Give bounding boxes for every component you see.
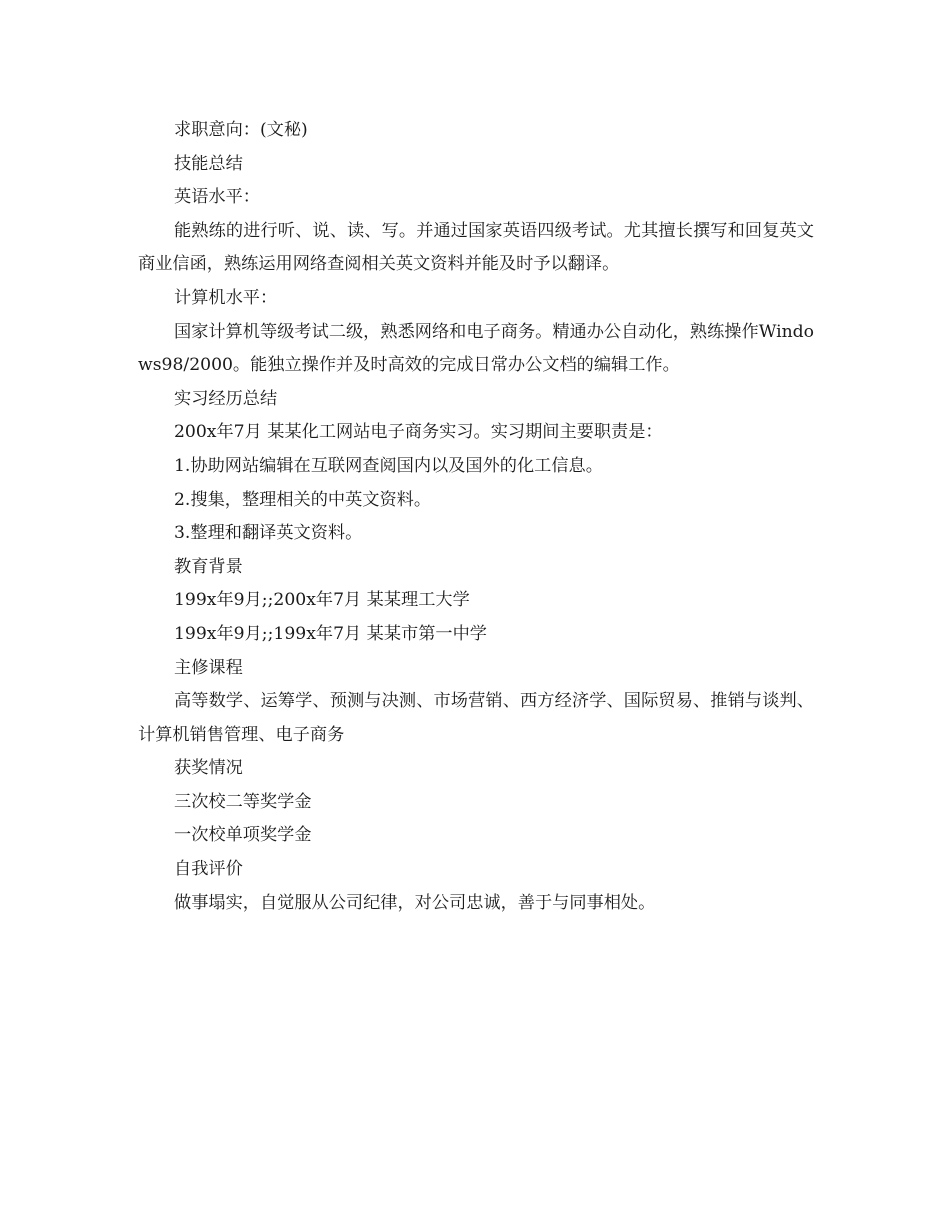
- internship-duty-3: 3.整理和翻译英文资料。: [174, 523, 363, 544]
- internship-duty-1: 1.协助网站编辑在互联网查阅国内以及国外的化工信息。: [174, 455, 603, 476]
- section-heading-courses: 主修课程: [174, 657, 243, 678]
- self-evaluation-text: 做事塌实，自觉服从公司纪律，对公司忠诚，善于与同事相处。: [174, 892, 656, 913]
- section-heading-self-evaluation: 自我评价: [174, 859, 243, 880]
- subheading-computer-level: 计算机水平：: [174, 287, 278, 308]
- section-heading-education: 教育背景: [174, 556, 243, 577]
- internship-duty-2: 2.搜集，整理相关的中英文资料。: [174, 489, 432, 510]
- job-objective: 求职意向：(文秘): [174, 120, 308, 140]
- internship-summary: 200x年7月 某某化工网站电子商务实习。实习期间主要职责是：: [174, 422, 663, 443]
- education-entry-middle-school: 199x年9月;;199x年7月 某某市第一中学: [174, 623, 487, 644]
- education-entry-university: 199x年9月;;200x年7月 某某理工大学: [174, 590, 470, 611]
- courses-list: 高等数学、运筹学、预测与决测、市场营销、西方经济学、国际贸易、推销与谈判、计算机销售管理、电子商务: [138, 691, 814, 745]
- section-heading-awards: 获奖情况: [174, 758, 243, 779]
- document-body: [138, 114, 814, 920]
- english-skill-description: 能熟练的进行听、说、读、写。并通过国家英语四级考试。尤其擅长撰写和回复英文商业信函，熟练运用网络查阅相关英文资料并能及时予以翻译。: [138, 220, 814, 275]
- subheading-english-level: 英语水平：: [174, 187, 260, 208]
- award-item-1: 三次校二等奖学金: [174, 791, 312, 812]
- award-item-2: 一次校单项奖学金: [174, 825, 312, 846]
- computer-skill-description: 国家计算机等级考试二级，熟悉网络和电子商务。精通办公自动化，熟练操作Windows98/2000。能独立操作并及时高效的完成日常办公文档的编辑工作。: [138, 321, 814, 376]
- section-heading-internship: 实习经历总结: [174, 388, 278, 409]
- section-heading-skills: 技能总结: [174, 153, 243, 174]
